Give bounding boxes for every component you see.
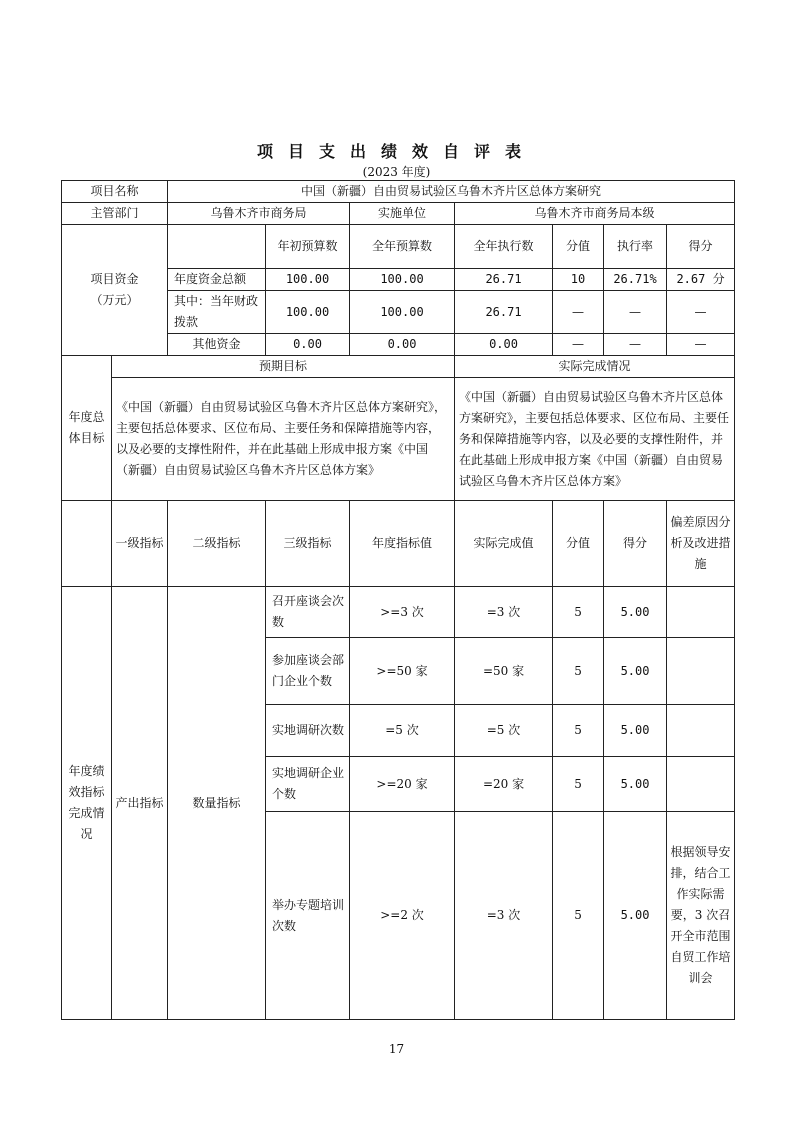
indicator-actual: =3 次 bbox=[455, 587, 553, 638]
funds-initial-value: 100.00 bbox=[266, 291, 350, 334]
indicator-level2-label: 数量指标 bbox=[168, 587, 266, 1020]
indicator-header-score-value: 分值 bbox=[553, 501, 604, 587]
project-name-label: 项目名称 bbox=[62, 181, 168, 203]
actual-completion-text: 《中国（新疆）自由贸易试验区乌鲁木齐片区总体方案研究》，主要包括总体要求、区位布局、主要任务和保障措施等内容，以及必要的支撑性附件，并在此基础上形成申报方案《中国（新疆）自由贸易试验区乌鲁木齐片区总体方案》 bbox=[455, 378, 735, 501]
indicator-name: 召开座谈会次数 bbox=[266, 587, 350, 638]
page-title: 项目支出绩效自评表 bbox=[256, 142, 536, 161]
department-row bbox=[62, 203, 735, 225]
funds-score: 2.67 分 bbox=[667, 269, 735, 291]
indicator-target: >=3 次 bbox=[350, 587, 455, 638]
indicator-header-deviation: 偏差原因分析及改进措施 bbox=[667, 501, 735, 587]
funds-executed-value: 26.71 bbox=[455, 269, 553, 291]
indicator-deviation bbox=[667, 638, 735, 705]
indicator-score-value: 5 bbox=[553, 587, 604, 638]
funds-executed-value: 26.71 bbox=[455, 291, 553, 334]
funds-executed-value: 0.00 bbox=[455, 334, 553, 356]
funds-header-row bbox=[62, 225, 735, 269]
funds-score-value: 10 bbox=[553, 269, 604, 291]
funds-score: — bbox=[667, 334, 735, 356]
funds-header-score-value: 分值 bbox=[553, 225, 604, 269]
indicator-score-value: 5 bbox=[553, 705, 604, 757]
funds-row-label: 其他资金 bbox=[168, 334, 266, 356]
funds-initial-value: 100.00 bbox=[266, 269, 350, 291]
indicator-header-score: 得分 bbox=[604, 501, 667, 587]
expected-goal-text: 《中国（新疆）自由贸易试验区乌鲁木齐片区总体方案研究》，主要包括总体要求、区位布局、主要任务和保障措施等内容，以及必要的支撑性附件，并在此基础上形成申报方案《中国（新疆）自由贸易试验区乌鲁木齐片区总体方案》 bbox=[112, 378, 455, 501]
indicator-section-label: 年度绩效指标完成情况 bbox=[62, 587, 112, 1020]
implementing-unit-label: 实施单位 bbox=[350, 203, 455, 225]
indicator-deviation: 根据领导安排，结合工作实际需要，3 次召开全市范围自贸工作培训会 bbox=[667, 812, 735, 1020]
indicator-header-row bbox=[62, 501, 735, 587]
indicator-score: 5.00 bbox=[604, 587, 667, 638]
indicator-score-value: 5 bbox=[553, 638, 604, 705]
funds-header-rate: 执行率 bbox=[604, 225, 667, 269]
indicator-level1-label: 产出指标 bbox=[112, 587, 168, 1020]
funds-header-blank bbox=[168, 225, 266, 269]
funds-label: 项目资金 （万元） bbox=[62, 225, 168, 356]
indicator-score-value: 5 bbox=[553, 812, 604, 1020]
indicator-header-level3: 三级指标 bbox=[266, 501, 350, 587]
funds-rate-value: — bbox=[604, 291, 667, 334]
indicator-score: 5.00 bbox=[604, 705, 667, 757]
implementing-unit-value: 乌鲁木齐市商务局本级 bbox=[455, 203, 735, 225]
indicator-target: =5 次 bbox=[350, 705, 455, 757]
funds-initial-value: 0.00 bbox=[266, 334, 350, 356]
indicator-actual: =50 家 bbox=[455, 638, 553, 705]
department-label: 主管部门 bbox=[62, 203, 168, 225]
page-number: 17 bbox=[388, 1042, 405, 1056]
department-value: 乌鲁木齐市商务局 bbox=[168, 203, 350, 225]
indicator-target: >=2 次 bbox=[350, 812, 455, 1020]
goals-label: 年度总体目标 bbox=[62, 356, 112, 501]
project-name-row bbox=[62, 181, 735, 203]
indicator-name: 实地调研次数 bbox=[266, 705, 350, 757]
funds-header-executed: 全年执行数 bbox=[455, 225, 553, 269]
indicator-actual: =3 次 bbox=[455, 812, 553, 1020]
indicator-score: 5.00 bbox=[604, 812, 667, 1020]
project-name-value: 中国（新疆）自由贸易试验区乌鲁木齐片区总体方案研究 bbox=[168, 181, 735, 203]
indicator-deviation bbox=[667, 757, 735, 812]
funds-rate-value: 26.71% bbox=[604, 269, 667, 291]
indicator-row bbox=[62, 587, 735, 638]
goals-header-row bbox=[62, 356, 735, 378]
funds-score: — bbox=[667, 291, 735, 334]
goals-text-row bbox=[62, 378, 735, 501]
funds-score-value: — bbox=[553, 291, 604, 334]
actual-completion-header: 实际完成情况 bbox=[455, 356, 735, 378]
funds-header-initial: 年初预算数 bbox=[266, 225, 350, 269]
funds-annual-value: 100.00 bbox=[350, 291, 455, 334]
indicator-name: 实地调研企业个数 bbox=[266, 757, 350, 812]
indicator-header-target: 年度指标值 bbox=[350, 501, 455, 587]
indicator-name: 参加座谈会部门企业个数 bbox=[266, 638, 350, 705]
indicator-header-level2: 二级指标 bbox=[168, 501, 266, 587]
indicator-header-blank bbox=[62, 501, 112, 587]
indicator-actual: =5 次 bbox=[455, 705, 553, 757]
indicator-name: 举办专题培训次数 bbox=[266, 812, 350, 1020]
funds-annual-value: 100.00 bbox=[350, 269, 455, 291]
indicator-score: 5.00 bbox=[604, 638, 667, 705]
page-subtitle: (2023 年度) bbox=[362, 165, 431, 179]
indicator-deviation bbox=[667, 587, 735, 638]
indicator-target: >=20 家 bbox=[350, 757, 455, 812]
self-evaluation-table bbox=[61, 180, 735, 1020]
indicator-score: 5.00 bbox=[604, 757, 667, 812]
funds-row-label: 其中：当年财政拨款 bbox=[168, 291, 266, 334]
indicator-header-actual: 实际完成值 bbox=[455, 501, 553, 587]
funds-score-value: — bbox=[553, 334, 604, 356]
indicator-deviation bbox=[667, 705, 735, 757]
indicator-score-value: 5 bbox=[553, 757, 604, 812]
indicator-header-level1: 一级指标 bbox=[112, 501, 168, 587]
indicator-actual: =20 家 bbox=[455, 757, 553, 812]
expected-goal-header: 预期目标 bbox=[112, 356, 455, 378]
funds-row-label: 年度资金总额 bbox=[168, 269, 266, 291]
funds-annual-value: 0.00 bbox=[350, 334, 455, 356]
funds-header-score: 得分 bbox=[667, 225, 735, 269]
funds-rate-value: — bbox=[604, 334, 667, 356]
indicator-target: >=50 家 bbox=[350, 638, 455, 705]
funds-header-annual: 全年预算数 bbox=[350, 225, 455, 269]
